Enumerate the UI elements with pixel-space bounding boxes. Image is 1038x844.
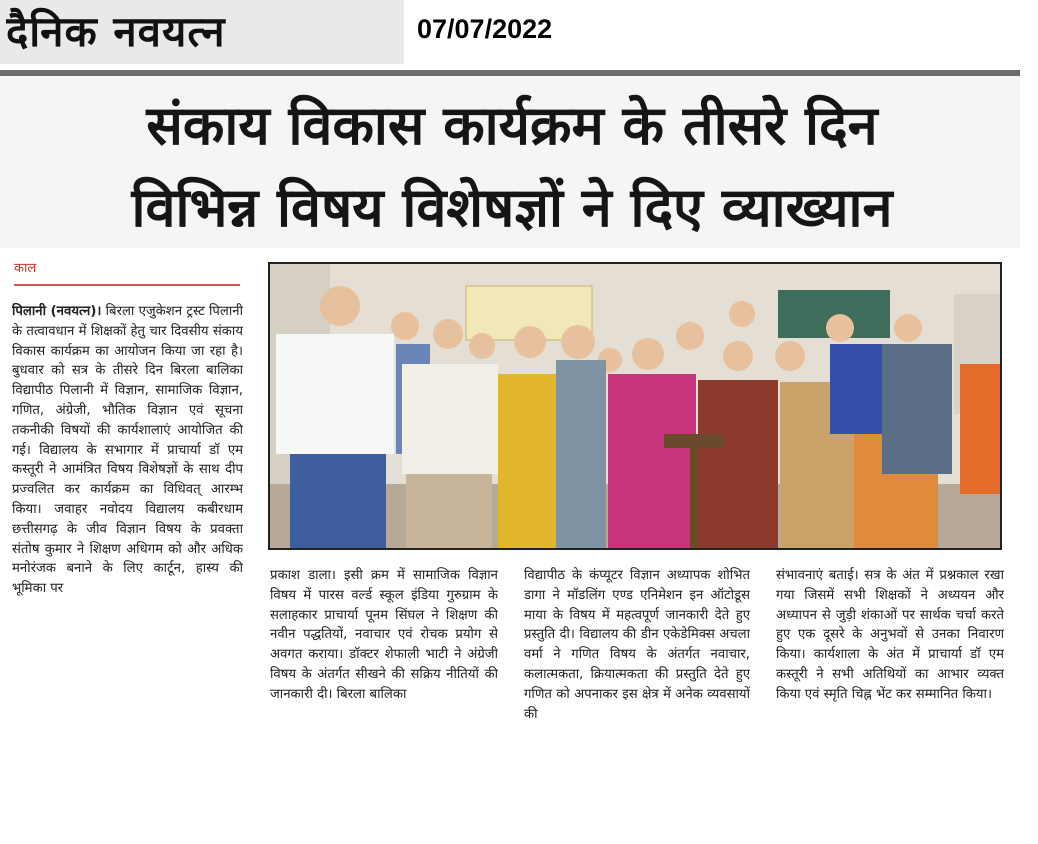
article-column-1 bbox=[12, 302, 243, 802]
publication-date: 07/07/2022 bbox=[417, 14, 553, 44]
article-lead: पिलानी (नवयत्न)। bbox=[12, 304, 102, 319]
article-column-1-text: बिरला एजुकेशन ट्रस्ट पिलानी के तत्वावधान में शिक्षकों हेतु चार दिवसीय संकाय विकास कार्यक्रम का आयोजन किया जा रहा है। बुधवार को सत्र के तीसरे दिन बिरला बालिका विद्यापीठ पिलानी में विज्ञान, सामाजिक विज्ञान, गणित, अंग्रेजी, भौतिक विज्ञान एवं सूचना तकनीकी विषयों की कार्यशालाएं आयोजित की गई। विद्यालय के सभागार में प्राचार्या डॉ एम कस्तूरी ने आमंत्रित विषय विशेषज्ञों के साथ दीप प्रज्वलित कर कार्यक्रम का विधिवत् आरम्भ किया। जवाहर नवोदय विद्यालय कबीरधाम छत्तीसगढ़ के जीव विज्ञान विषय के प्रवक्ता संतोष कुमार ने शिक्षण अधिगम को और अधिक मनोरंजक बनाने के लिए कार्टून, हास्य की भूमिका पर bbox=[12, 304, 243, 597]
headline-line-2: विभिन्न विषय विशेषज्ञों ने दिए व्याख्यान bbox=[131, 176, 893, 239]
dateline: काल bbox=[14, 261, 37, 276]
newspaper-masthead: दैनिक नवयत्न bbox=[6, 7, 226, 56]
group-photo bbox=[268, 262, 1002, 550]
headline-line-1: संकाय विकास कार्यक्रम के तीसरे दिन bbox=[146, 94, 878, 157]
dateline-divider bbox=[14, 284, 240, 286]
article-column-4: संभावनाएं बताई। सत्र के अंत में प्रश्नकाल रखा गया जिसमें सभी शिक्षकों ने अध्ययन और अध्यापन से जुड़ी शंकाओं पर सार्थक चर्चा करते हुए एक दूसरे के अनुभवों से उनका निवारण किया। कार्यशाला के अंत में प्राचार्या डॉ एम कस्तूरी ने सभी अतिथियों का आभार व्यक्त किया एवं स्मृति चिह्न भेंट कर सम्मानित किया। bbox=[776, 568, 1004, 702]
group-photo-illustration bbox=[270, 264, 1000, 548]
article-column-2: प्रकाश डाला। इसी क्रम में सामाजिक विज्ञान विषय में पारस वर्ल्ड स्कूल इंडिया गुरुग्राम के सलाहकार प्राचार्या पूनम सिंघल ने शिक्षण की नवीन पद्धतियों, नवाचार एवं रोचक प्रयोग से अवगत कराया। डॉक्टर शेफाली भाटी ने अंग्रेजी विषय के अंतर्गत सीखने की सक्रिय नीतियों की जानकारी दी। बिरला बालिका bbox=[270, 568, 498, 702]
article-column-3: विद्यापीठ के कंप्यूटर विज्ञान अध्यापक शोभित डागा ने मॉडलिंग एण्ड एनिमेशन इन ऑटोडूस माया के विषय में महत्वपूर्ण जानकारी देते हुए प्रस्तुति दी। विद्यालय की डीन एकेडेमिक्स अचला वर्मा ने गणित विषय के अंतर्गत नवाचार, कलात्मकता, क्रियात्मकता की प्रस्तुति देते हुए गणित को अपनाकर इस क्षेत्र में अनेक व्यवसायों की bbox=[524, 568, 750, 722]
